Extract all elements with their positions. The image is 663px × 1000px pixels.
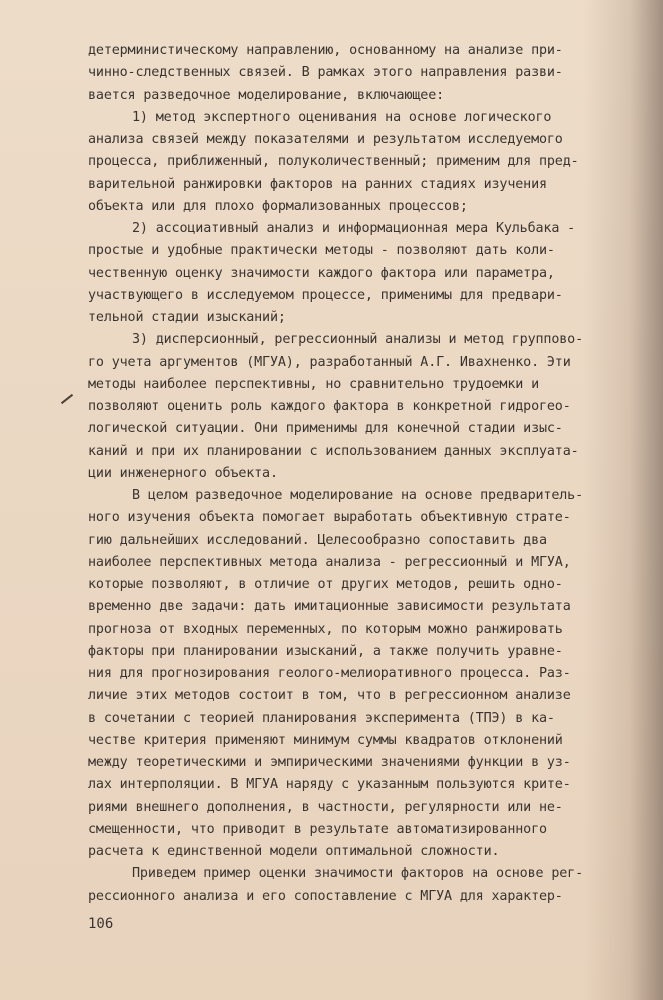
- text-line: чинно-следственных связей. В рамках этого направления разви-: [88, 65, 563, 81]
- page-number: 106: [88, 916, 114, 932]
- text-line: которые позволяют, в отличие от других методов, решить одно-: [88, 577, 563, 592]
- text-line: временно две задачи: дать имитационные зависимости результата: [88, 599, 571, 615]
- text-line: честве критерия применяют минимум суммы квадратов отклонений: [88, 732, 563, 748]
- text-line: 2) ассоциативный анализ и информационная мера Кульбака -: [132, 221, 576, 236]
- text-line: анализа связей между показателями и результатом исследуемого: [88, 132, 563, 147]
- text-line: 1) метод экспертного оценивания на основе логического: [132, 109, 552, 125]
- text-line: участвующего в исследуемом процессе, применимы для предвари-: [88, 287, 563, 303]
- text-line: тельной стадии изысканий;: [88, 310, 286, 325]
- text-line: позволяют оценить роль каждого фактора в конкретной гидрогео-: [88, 399, 571, 414]
- text-line: смещенности, что приводит в результате автоматизированного: [88, 821, 547, 837]
- text-line: варительной ранжировки факторов на ранних стадиях изучения: [88, 176, 547, 192]
- margin-pencil-mark: [61, 394, 73, 404]
- text-line: детерминистическому направлению, основанному на анализе при-: [88, 43, 563, 58]
- text-line: между теоретическими и эмпирическими значениями функции в уз-: [88, 755, 571, 770]
- text-line: гию дальнейших исследований. Целесообразно сопоставить два: [88, 532, 547, 548]
- text-line: вается разведочное моделирование, включающее:: [88, 87, 445, 103]
- text-line: прогноза от входных переменных, по которым можно ранжировать: [88, 621, 563, 637]
- text-line: наиболее перспективных метода анализа - регрессионный и МГУА,: [88, 554, 571, 570]
- text-line: Приведем пример оценки значимости факторов на основе рег-: [132, 866, 583, 882]
- text-line: в сочетании с теорией планирования эксперимента (ТПЭ) в ка-: [88, 710, 555, 726]
- text-line: ного изучения объекта помогает выработать объективную страте-: [88, 510, 571, 526]
- text-line: 3) дисперсионный, регрессионный анализы и метод группово-: [132, 332, 583, 348]
- text-line: рессионного анализа и его сопоставление с МГУА для характер-: [88, 888, 563, 904]
- text-line: объекта или для плохо формализованных процессов;: [88, 198, 468, 214]
- text-line: расчета к единственной модели оптимальной сложности.: [88, 844, 500, 859]
- text-line: ния для прогнозирования геолого-мелиоративного процесса. Раз-: [88, 666, 571, 681]
- text-line: личие этих методов состоит в том, что в регрессионном анализе: [88, 688, 571, 704]
- text-line: логической ситуации. Они применимы для конечной стадии изыс-: [88, 421, 563, 437]
- text-line: факторы при планировании изысканий, а также получить уравне-: [88, 643, 563, 659]
- body-text: [88, 40, 636, 908]
- text-line: лах интерполяции. В МГУА наряду с указанным пользуются крите-: [88, 777, 571, 793]
- text-line: процесса, приближенный, полуколичественный; применим для пред-: [88, 154, 579, 170]
- text-line: каний и при их планировании с использованием данных эксплуата-: [88, 443, 579, 459]
- text-line: В целом разведочное моделирование на основе предваритель-: [132, 488, 583, 503]
- text-line: чественную оценку значимости каждого фактора или параметра,: [88, 265, 555, 281]
- text-line: го учета аргументов (МГУА), разработанный А.Г. Ивахненко. Эти: [88, 354, 571, 370]
- text-line: простые и удобные практически методы - позволяют дать коли-: [88, 243, 555, 259]
- text-line: риями внешнего дополнения, в частности, регулярности или не-: [88, 799, 563, 815]
- text-line: ции инженерного объекта.: [88, 465, 278, 481]
- text-line: методы наиболее перспективны, но сравнительно трудоемки и: [88, 376, 539, 392]
